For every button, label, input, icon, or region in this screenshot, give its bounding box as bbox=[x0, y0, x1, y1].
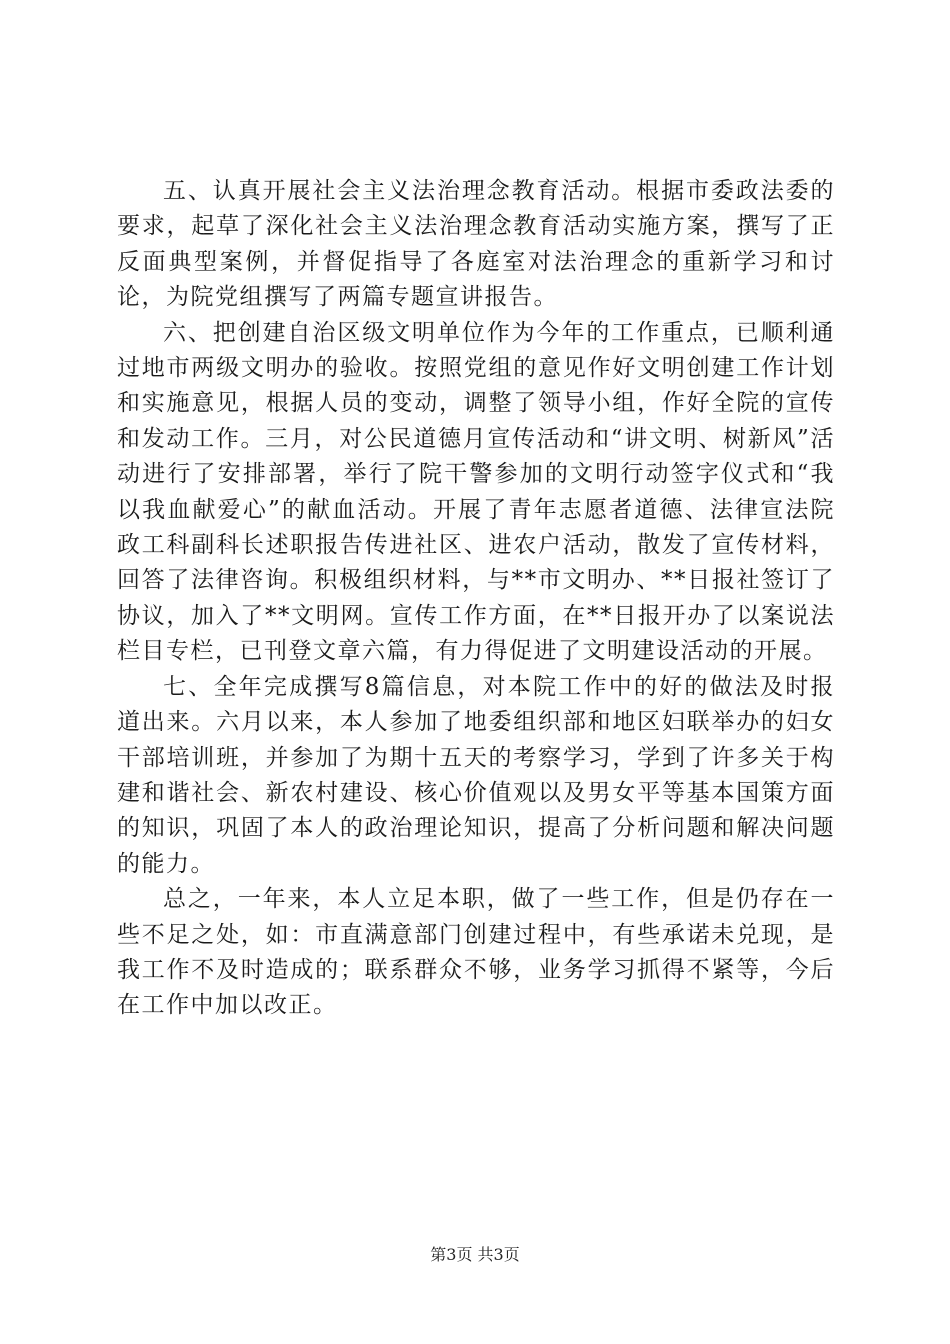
document-body bbox=[117, 174, 835, 1024]
page-footer bbox=[0, 1245, 950, 1265]
page-number-label: 第3页 共3页 bbox=[430, 1245, 520, 1264]
paragraph-section-5: 五、认真开展社会主义法治理念教育活动。根据市委政法委的要求，起草了深化社会主义法治理念教育活动实施方案，撰写了正反面典型案例，并督促指导了各庭室对法治理念的重新学习和讨论，为院党组撰写了两篇专题宣讲报告。 bbox=[117, 178, 835, 311]
paragraph-section-6: 六、把创建自治区级文明单位作为今年的工作重点，已顺利通过地市两级文明办的验收。按照党组的意见作好文明创建工作计划和实施意见，根据人员的变动，调整了领导小组，作好全院的宣传和发动工作。三月，对公民道德月宣传活动和“讲文明、树新风”活动进行了安排部署，举行了院干警参加的文明行动签字仪式和“我以我血献爱心”的献血活动。开展了青年志愿者道德、法律宣法院政工科副科长述职报告传进社区、进农户活动，散发了宣传材料，回答了法律咨询。积极组织材料，与**市文明办、**日报社签订了协议，加入了**文明网。宣传工作方面，在**日报开办了以案说法栏目专栏，已刊登文章六篇，有力得促进了文明建设活动的开展。 bbox=[117, 319, 835, 665]
paragraph-section-7: 七、全年完成撰写8篇信息，对本院工作中的好的做法及时报道出来。六月以来，本人参加了地委组织部和地区妇联举办的妇女干部培训班，并参加了为期十五天的考察学习，学到了许多关于构建和谐社会、新农村建设、核心价值观以及男女平等基本国策方面的知识，巩固了本人的政治理论知识，提高了分析问题和解决问题的能力。 bbox=[117, 673, 835, 877]
paragraph-summary: 总之，一年来，本人立足本职，做了一些工作，但是仍存在一些不足之处，如：市直满意部门创建过程中，有些承诺未兑现，是我工作不及时造成的；联系群众不够，业务学习抓得不紧等，今后在工作中加以改正。 bbox=[117, 886, 835, 1019]
